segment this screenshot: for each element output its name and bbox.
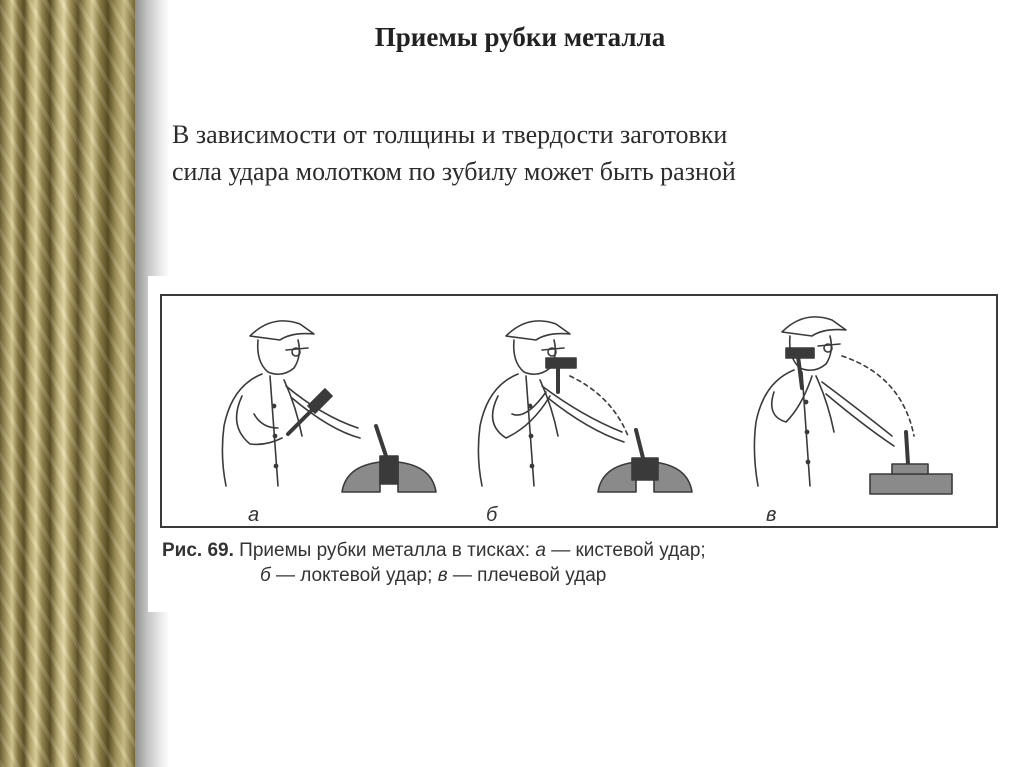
figure-caption — [162, 538, 992, 588]
caption-text-c: — плечевой удар — [447, 565, 607, 586]
slide-subtitle — [172, 116, 972, 190]
figure-panel — [148, 276, 998, 612]
vise-a — [342, 456, 436, 492]
subtitle-line-1: В зависимости от толщины и твердости заготовки — [172, 120, 728, 149]
subtitle-line-2: сила удара молотком по зубилу может быть разной — [172, 157, 736, 186]
panel-letter-a: а — [248, 504, 260, 526]
hammer-b — [546, 358, 576, 392]
caption-intro: Приемы рубки металла в тисках: — [233, 540, 536, 561]
caption-figure-number: Рис. 69. — [162, 540, 234, 561]
slide-title: Приемы рубки металла — [374, 22, 666, 52]
chopping-illustration — [162, 296, 996, 526]
caption-letter-c: в — [437, 565, 448, 586]
worker-figure-a — [222, 321, 360, 486]
caption-letter-a: а — [535, 540, 546, 561]
figure-frame — [160, 294, 998, 528]
worker-figure-b — [478, 321, 628, 486]
caption-line-2 — [162, 563, 992, 588]
chisel-c — [906, 432, 908, 464]
decorative-gold-column — [0, 0, 135, 767]
anvil-plate-c — [870, 464, 952, 494]
caption-line-1 — [162, 538, 992, 563]
vise-b — [598, 458, 692, 492]
panel-letter-c: в — [766, 504, 777, 526]
caption-text-b: — локтевой удар; — [270, 565, 438, 586]
hammer-a — [288, 389, 332, 434]
caption-text-a: — кистевой удар; — [545, 540, 706, 561]
panel-letter-b: б — [486, 504, 498, 526]
caption-letter-b: б — [260, 565, 271, 586]
worker-figure-c — [754, 317, 914, 486]
